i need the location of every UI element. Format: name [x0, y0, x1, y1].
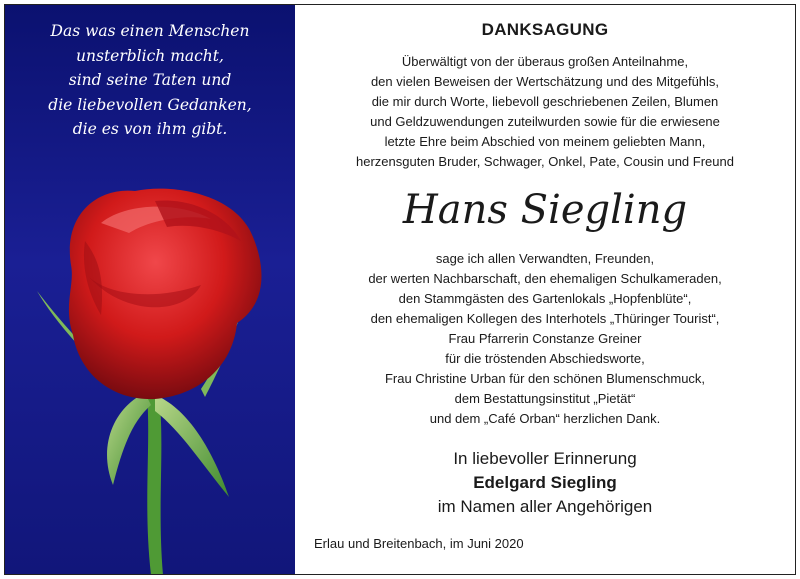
intro-line: Überwältigt von der überaus großen Anteilnahme, — [401, 54, 689, 69]
quote-line: unsterblich macht, — [76, 46, 224, 65]
intro-text — [300, 52, 790, 172]
intro-line: den vielen Beweisen der Wertschätzung und des Mitgefühls, — [370, 74, 720, 89]
memorial-quote — [5, 19, 295, 142]
thanks-line: sage ich allen Verwandten, Freunden, — [435, 251, 655, 266]
right-panel — [300, 0, 800, 579]
thanks-line: den Stammgästen des Gartenlokals „Hopfenblüte“, — [398, 291, 692, 306]
intro-line: herzensguten Bruder, Schwager, Onkel, Pate, Cousin und Freund — [356, 154, 734, 169]
quote-line: Das was einen Menschen — [50, 22, 250, 40]
thanks-line: den ehemaligen Kollegen des Interhotels „Thüringer Tourist“, — [370, 311, 720, 326]
thanks-text — [300, 249, 790, 429]
thanks-line: Frau Christine Urban für den schönen Blumenschmuck, — [384, 371, 706, 386]
red-rose-icon — [5, 145, 295, 574]
signer-name: Edelgard Siegling — [473, 473, 617, 492]
memory-line: im Namen aller Angehörigen — [437, 497, 653, 516]
thanks-line: Frau Pfarrerin Constanze Greiner — [448, 331, 642, 346]
place-date: Erlau und Breitenbach, im Juni 2020 — [314, 536, 524, 551]
thanks-line: dem Bestattungsinstitut „Pietät“ — [454, 391, 636, 406]
intro-line: letzte Ehre beim Abschied von meinem geliebten Mann, — [384, 134, 706, 149]
page-title: DANKSAGUNG — [481, 20, 609, 39]
intro-line: und Geldzuwendungen zuteilwurden sowie für die erwiesene — [370, 114, 720, 129]
left-panel — [5, 5, 295, 574]
intro-line: die mir durch Worte, liebevoll geschriebenen Zeilen, Blumen — [371, 94, 719, 109]
thanks-line: und dem „Café Orban“ herzlichen Dank. — [429, 411, 661, 426]
quote-line: die es von ihm gibt. — [72, 120, 228, 138]
quote-line: die liebevollen Gedanken, — [48, 95, 252, 114]
memory-block — [300, 447, 790, 519]
quote-line: sind seine Taten und — [68, 71, 232, 89]
thanks-line: der werten Nachbarschaft, den ehemaligen Schulkameraden, — [368, 271, 722, 286]
deceased-name: Hans Siegling — [402, 187, 688, 233]
memory-line: In liebevoller Erinnerung — [453, 449, 637, 468]
thanks-line: für die tröstenden Abschiedsworte, — [445, 351, 645, 366]
